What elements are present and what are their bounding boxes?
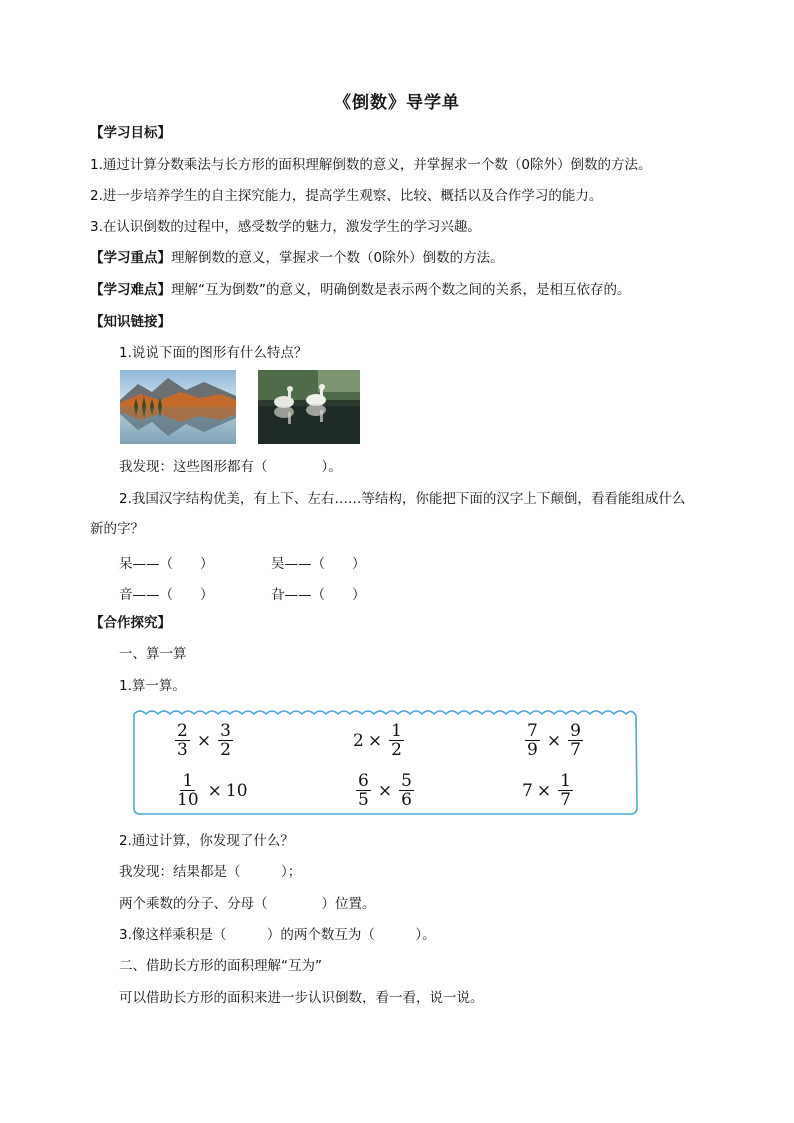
whole-number: 2 (353, 730, 364, 751)
explore-q2: 2.通过计算，你发现了什么？ (119, 833, 294, 849)
knowledge-heading: 【知识链接】 (90, 314, 171, 330)
char-flip-4: 旮——（ ） (271, 587, 366, 603)
times-sign: × (196, 730, 212, 751)
objective-2: 2.进一步培养学生的自主探究能力，提高学生观察、比较、概括以及合作学习的能力。 (90, 188, 603, 204)
times-sign: × (367, 730, 383, 751)
explore-q3: 3.像这样乘积是（ ）的两个数互为（ ）。 (119, 927, 436, 943)
explore-part2-text: 可以借助长方形的面积来进一步认识倒数，看一看，说一说。 (119, 990, 484, 1006)
times-sign: × (546, 730, 562, 751)
expression-6 (522, 772, 576, 809)
fraction (175, 772, 201, 809)
numerator: 1 (560, 771, 571, 791)
denominator: 5 (358, 790, 369, 810)
difficulty-label: 【学习难点】 (90, 282, 171, 298)
expression-2 (353, 722, 407, 759)
objective-3: 3.在认识倒数的过程中，感受数学的魅力，激发学生的学习兴趣。 (90, 219, 481, 235)
expression-4 (172, 772, 248, 809)
fraction (558, 772, 573, 809)
knowledge-q1-answer: 我发现：这些图形都有（ ）。 (119, 459, 342, 475)
difficulty (90, 281, 631, 299)
fraction (399, 772, 414, 809)
numerator: 7 (527, 721, 538, 741)
whole-number: 7 (522, 780, 533, 801)
char-flip-1: 呆——（ ） (119, 556, 214, 572)
fraction (356, 772, 371, 809)
times-sign: × (377, 780, 393, 801)
finding: 我发现：结果都是（ ）； (119, 864, 302, 880)
objectives-heading: 【学习目标】 (90, 125, 171, 141)
numerator: 5 (401, 771, 412, 791)
knowledge-q2-line1: 2.我国汉字结构优美，有上下、左右……等结构，你能把下面的汉字上下颠倒，看看能组成什么 (119, 491, 686, 507)
fraction (525, 722, 540, 759)
expression-5 (353, 772, 417, 809)
key-point-label: 【学习重点】 (90, 250, 171, 266)
calc-title: 1.算一算。 (119, 678, 186, 694)
char-flip-2: 吴——（ ） (271, 556, 366, 572)
char-flip-3: 音——（ ） (119, 587, 214, 603)
difficulty-text: 理解“互为倒数”的意义，明确倒数是表示两个数之间的关系，是相互依存的。 (171, 282, 631, 298)
denominator: 7 (560, 790, 571, 810)
denominator: 2 (391, 740, 402, 760)
mountain-lake-photo (120, 370, 236, 444)
denominator: 9 (527, 740, 538, 760)
numerator: 1 (182, 771, 194, 791)
knowledge-q2-line2: 新的字？ (90, 521, 144, 537)
numerator: 6 (358, 771, 369, 791)
whole-number: 10 (225, 780, 248, 801)
denominator: 7 (570, 740, 581, 760)
numerator: 3 (220, 721, 231, 741)
times-sign: × (207, 780, 222, 801)
finding-2: 两个乘数的分子、分母（ ）位置。 (119, 896, 376, 912)
key-point (90, 249, 504, 267)
denominator: 2 (220, 740, 231, 760)
fraction (568, 722, 583, 759)
fraction (175, 722, 190, 759)
denominator: 3 (177, 740, 188, 760)
expression-1 (172, 722, 236, 759)
explore-part2: 二、借助长方形的面积理解“互为” (119, 958, 322, 974)
explore-part1: 一、算一算 (119, 646, 187, 662)
expression-3 (522, 722, 586, 759)
numerator: 1 (391, 721, 402, 741)
fraction (218, 722, 233, 759)
numerator: 9 (570, 721, 581, 741)
denominator: 6 (401, 790, 412, 810)
times-sign: × (536, 780, 552, 801)
fraction (389, 722, 404, 759)
knowledge-q1: 1.说说下面的图形有什么特点？ (119, 345, 308, 361)
geese-reflection-photo (258, 370, 360, 444)
explore-heading: 【合作探究】 (90, 615, 171, 631)
page-title: 《倒数》导学单 (334, 93, 460, 113)
numerator: 2 (177, 721, 188, 741)
key-point-text: 理解倒数的意义，掌握求一个数（0除外）倒数的方法。 (171, 250, 504, 266)
denominator: 10 (177, 790, 199, 810)
objective-1: 1.通过计算分数乘法与长方形的面积理解倒数的意义，并掌握求一个数（0除外）倒数的方法。 (90, 157, 652, 173)
